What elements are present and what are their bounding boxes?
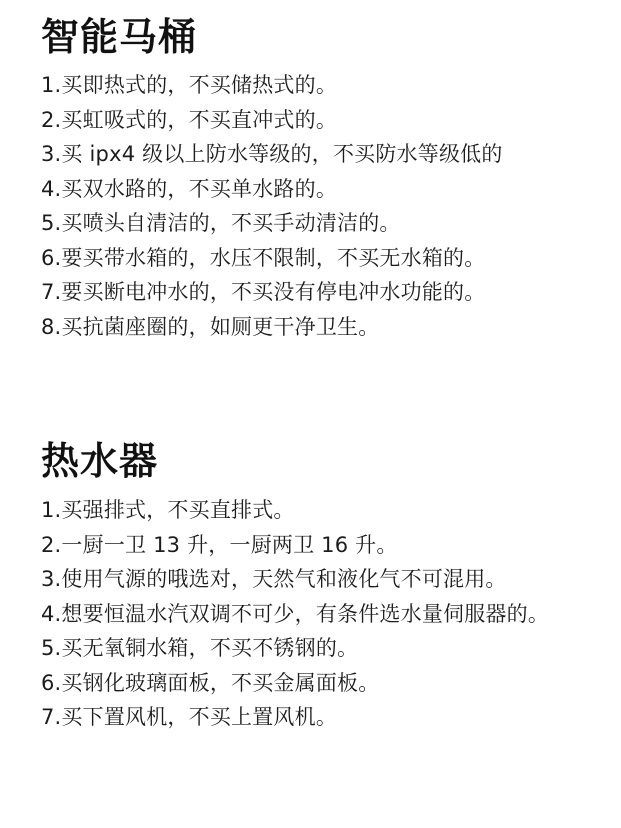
tips-list — [41, 68, 611, 344]
list-item: 3.使用气源的哦选对，天然气和液化气不可混用。 — [41, 567, 507, 591]
list-item: 1.买即热式的，不买储热式的。 — [41, 73, 338, 97]
section-title: 智能马桶 — [41, 15, 198, 59]
list-item: 2.买虹吸式的，不买直冲式的。 — [41, 107, 338, 132]
list-item: 3.买 ipx4 级以上防水等级的，不买防水等级低的 — [41, 142, 503, 166]
list-item: 6.买钢化玻璃面板，不买金属面板。 — [41, 670, 380, 695]
list-item: 6.要买带水箱的，水压不限制，不买无水箱的。 — [41, 245, 486, 270]
list-item: 4.想要恒温水汽双调不可少，有条件选水量伺服器的。 — [41, 601, 550, 626]
list-item: 4.买双水路的，不买单水路的。 — [41, 176, 338, 201]
list-item: 7.要买断电冲水的，不买没有停电冲水功能的。 — [41, 280, 486, 304]
tips-list — [41, 493, 611, 735]
section-title: 热水器 — [41, 439, 159, 483]
list-item: 5.买喷头自清洁的，不买手动清洁的。 — [41, 211, 401, 235]
list-item: 2.一厨一卫 13 升，一厨两卫 16 升。 — [41, 532, 398, 557]
section-smart-toilet — [41, 14, 611, 344]
list-item: 1.买强排式，不买直排式。 — [41, 498, 295, 522]
list-item: 7.买下置风机，不买上置风机。 — [41, 705, 338, 729]
section-water-heater — [41, 438, 611, 735]
list-item: 5.买无氧铜水箱，不买不锈钢的。 — [41, 636, 359, 660]
list-item: 8.买抗菌座圈的，如厕更干净卫生。 — [41, 314, 380, 339]
